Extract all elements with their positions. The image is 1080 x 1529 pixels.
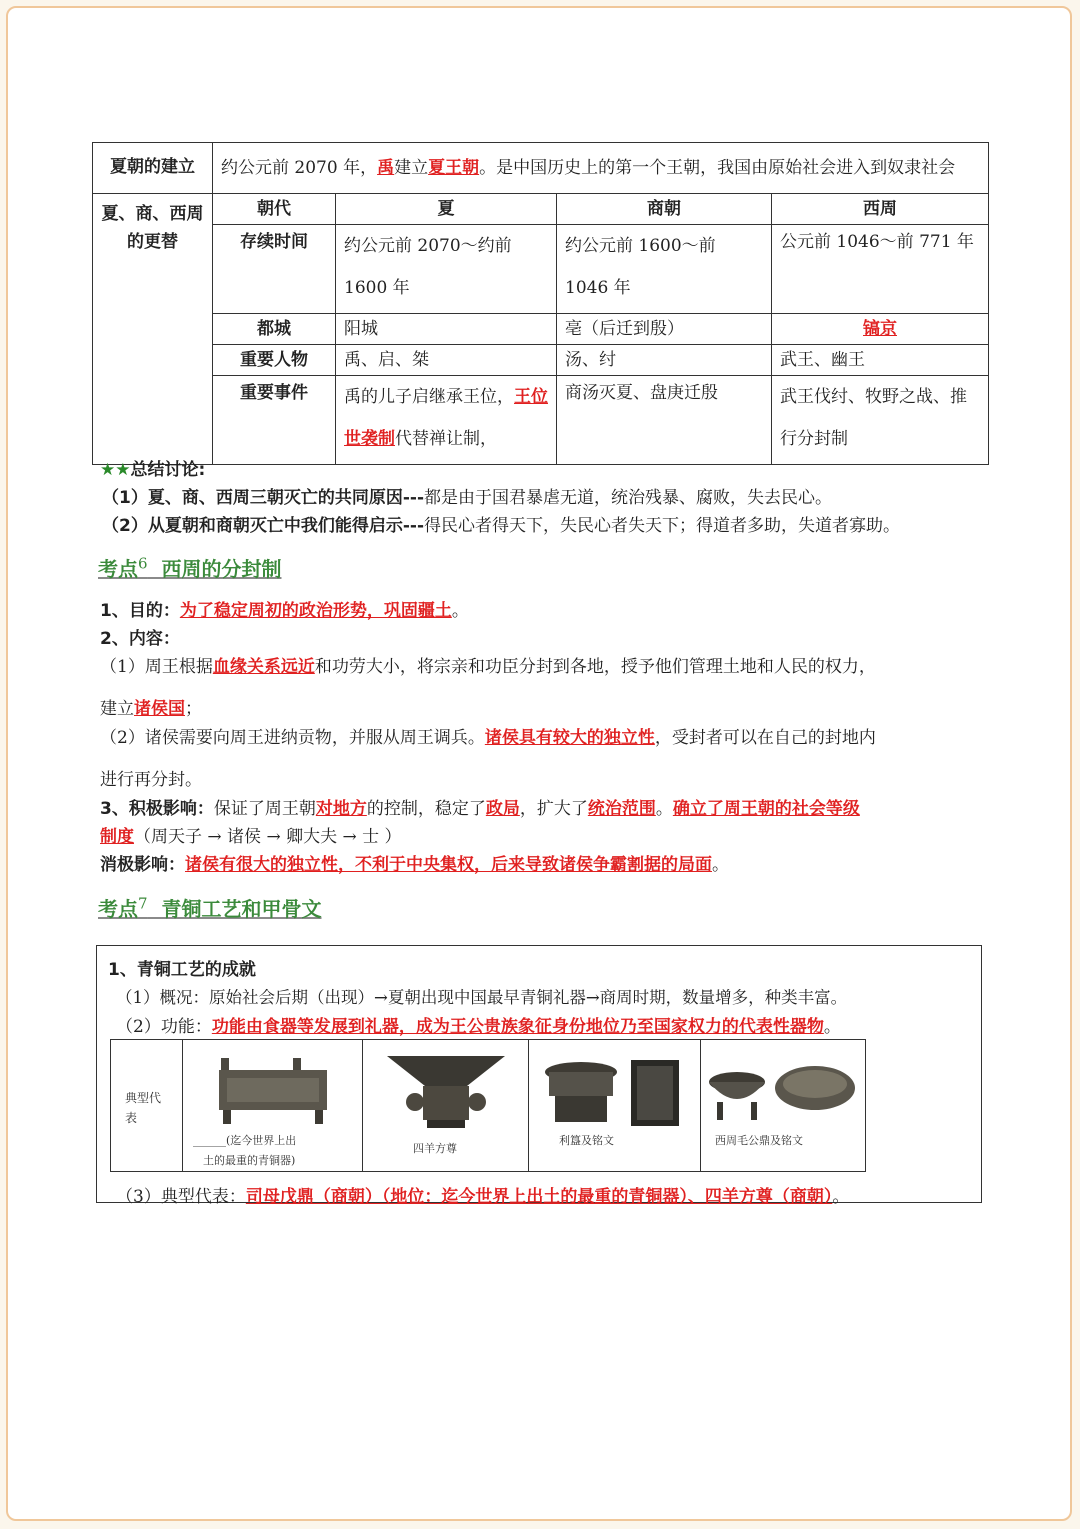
table-cell: 禹的儿子启继承王位，王位世袭制代替禅让制， — [336, 376, 557, 465]
table-cell: 阳城 — [336, 314, 557, 345]
bronze-overview: （1）概况：原始社会后期（出现）→夏朝出现中国最早青铜礼器→商周时期，数量增多，种类丰富。 — [116, 988, 848, 1007]
succession-label: 夏、商、西周的更替 — [93, 194, 213, 465]
positive-effects-b: 制度（周天子 → 诸侯 → 卿大夫 → 士 ） — [100, 827, 402, 847]
purpose-line: 1、目的：为了稳定周初的政治形势，巩固疆土。 — [100, 601, 469, 621]
negative-effects: 消极影响：诸侯有很大的独立性，不利于中央集权，后来导致诸侯争霸割据的局面。 — [100, 855, 729, 875]
col-header: 朝代 — [213, 194, 336, 225]
row-label: 都城 — [213, 314, 336, 345]
col-header: 西周 — [772, 194, 989, 225]
caption-ding-2: 土的最重的青铜器) — [203, 1154, 296, 1167]
xia-founding-label: 夏朝的建立 — [93, 143, 213, 194]
table-row — [93, 225, 989, 314]
table-row — [93, 345, 989, 376]
table-row — [93, 376, 989, 465]
caption-gui: 利簋及铭文 — [559, 1134, 614, 1147]
image-cell-gui — [529, 1040, 701, 1171]
positive-effects: 3、积极影响：保证了周王朝对地方的控制，稳定了政局，扩大了统治范围。确立了周王朝的社会等级 — [100, 799, 860, 819]
caption-ding-1: ______(迄今世界上出 — [193, 1134, 297, 1147]
image-row-label-cell — [111, 1040, 183, 1171]
bronze-image-table — [110, 1039, 866, 1172]
image-cell-ding — [183, 1040, 363, 1171]
content-1b: 建立诸侯国； — [100, 699, 202, 719]
table-row — [93, 314, 989, 345]
table-cell: 亳（后迁到殷） — [557, 314, 772, 345]
col-header: 夏 — [336, 194, 557, 225]
xia-founding-row — [93, 143, 989, 194]
content-1: （1）周王根据血缘关系远近和功劳大小，将宗亲和功臣分封到各地，授予他们管理土地和人民的权力， — [100, 657, 876, 677]
bronze-subtitle: 1、青铜工艺的成就 — [108, 960, 256, 980]
col-header: 商朝 — [557, 194, 772, 225]
table-cell: 禹、启、桀 — [336, 345, 557, 376]
table-cell: 公元前 1046～前 771 年 — [772, 225, 989, 314]
summary-q1: （1）夏、商、西周三朝灭亡的共同原因---都是由于国君暴虐无道，统治残暴、腐败，失去民心。 — [102, 488, 832, 508]
table-cell: 镐京 — [772, 314, 989, 345]
summary-q2: （2）从夏朝和商朝灭亡中我们能得启示---得民心者得天下，失民心者失天下；得道者多助，失道者寡助。 — [102, 516, 900, 536]
table-cell: 约公元前 2070～约前 1600 年 — [336, 225, 557, 314]
bronze-function: （2）功能：功能由食器等发展到礼器，成为王公贵族象征身份地位乃至国家权力的代表性器物。 — [116, 1017, 841, 1037]
table-cell: 商汤灭夏、盘庚迁殷 — [557, 376, 772, 465]
square-ding-image — [183, 1040, 363, 1130]
table-cell: 汤、纣 — [557, 345, 772, 376]
header-row — [93, 194, 989, 225]
content-2: （2）诸侯需要向周王进纳贡物，并服从周王调兵。诸侯具有较大的独立性，受封者可以在自己的封地内 — [100, 728, 876, 748]
point7-heading: 考点$^7$ 青铜工艺和甲骨文 — [98, 894, 322, 921]
image-cell-zun — [363, 1040, 529, 1171]
content-label: 2、内容： — [100, 629, 180, 649]
image-row-label: 典型代表 — [125, 1091, 162, 1125]
typical-representatives: （3）典型代表：司母戊鼎（商朝）（地位：迄今世界上出土的最重的青铜器）、四羊方尊（商朝）。 — [116, 1187, 850, 1207]
li-gui-image — [529, 1040, 701, 1130]
row-label: 存续时间 — [213, 225, 336, 314]
table-cell: 约公元前 1600～前 1046 年 — [557, 225, 772, 314]
dynasty-table — [92, 142, 989, 465]
table-cell: 武王伐纣、牧野之战、推行分封制 — [772, 376, 989, 465]
caption-maogong: 西周毛公鼎及铭文 — [715, 1134, 803, 1147]
point6-heading: 考点$^6$ 西周的分封制 — [98, 554, 282, 581]
mao-gong-ding-image — [701, 1040, 865, 1130]
content-2b: 进行再分封。 — [100, 770, 202, 790]
four-ram-zun-image — [363, 1040, 529, 1135]
caption-zun: 四羊方尊 — [413, 1142, 457, 1155]
summary-title: ★★总结讨论: — [100, 460, 206, 480]
row-label: 重要人物 — [213, 345, 336, 376]
row-label: 重要事件 — [213, 376, 336, 465]
table-cell: 武王、幽王 — [772, 345, 989, 376]
xia-founding-text: 约公元前 2070 年，禹建立夏王朝。是中国历史上的第一个王朝，我国由原始社会进入到奴隶社会 — [213, 143, 989, 194]
image-cell-maogong — [701, 1040, 865, 1171]
